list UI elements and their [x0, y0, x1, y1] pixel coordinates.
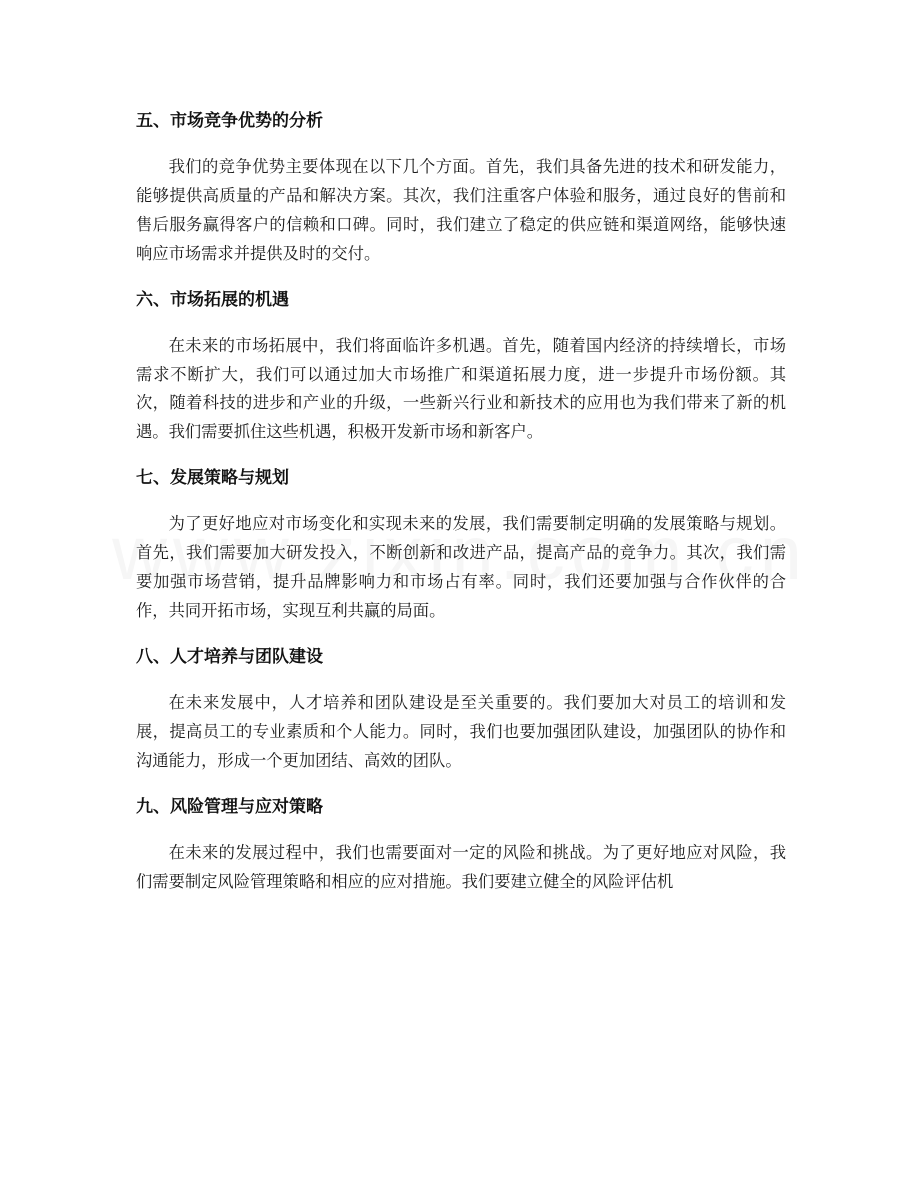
section-paragraph: 在未来发展中，人才培养和团队建设是至关重要的。我们要加大对员工的培训和发展，提高员工的专业素质和个人能力。同时，我们也要加强团队建设，加强团队的协作和沟通能力，形成一个更加团结、高效的团队。 [136, 692, 786, 770]
section-heading: 五、市场竞争优势的分析 [136, 111, 323, 131]
section-7 [136, 461, 786, 626]
section-9 [136, 790, 786, 897]
section-paragraph: 在未来的市场拓展中，我们将面临许多机遇。首先，随着国内经济的持续增长，市场需求不断扩大，我们可以通过加大市场推广和渠道拓展力度，进一步提升市场份额。其次，随着科技的进步和产业的升级，一些新兴行业和新技术的应用也为我们带来了新的机遇。我们需要抓住这些机遇，积极开发新市场和新客户。 [136, 335, 786, 442]
section-6 [136, 283, 786, 448]
section-heading: 七、发展策略与规划 [136, 468, 289, 489]
section-heading: 八、人才培养与团队建设 [136, 646, 323, 667]
section-paragraph: 我们的竞争优势主要体现在以下几个方面。首先，我们具备先进的技术和研发能力，能够提供高质量的产品和解决方案。其次，我们注重客户体验和服务，通过良好的售前和售后服务赢得客户的信赖和口碑。同时，我们建立了稳定的供应链和渠道网络，能够快速响应市场需求并提供及时的交付。 [136, 157, 786, 263]
document-page [136, 104, 786, 910]
section-paragraph: 为了更好地应对市场变化和实现未来的发展，我们需要制定明确的发展策略与规划。首先，我们需要加大研发投入，不断创新和改进产品，提高产品的竞争力。其次，我们需要加强市场营销，提升品牌影响力和市场占有率。同时，我们还要加强与合作伙伴的合作，共同开拓市场，实现互利共赢的局面。 [136, 514, 786, 620]
section-paragraph: 在未来的发展过程中，我们也需要面对一定的风险和挑战。为了更好地应对风险，我们需要制定风险管理策略和相应的应对措施。我们要建立健全的风险评估机 [136, 842, 786, 891]
section-heading: 九、风险管理与应对策略 [136, 796, 323, 817]
section-8 [136, 640, 786, 776]
section-heading: 六、市场拓展的机遇 [136, 289, 289, 310]
section-5 [136, 104, 786, 269]
